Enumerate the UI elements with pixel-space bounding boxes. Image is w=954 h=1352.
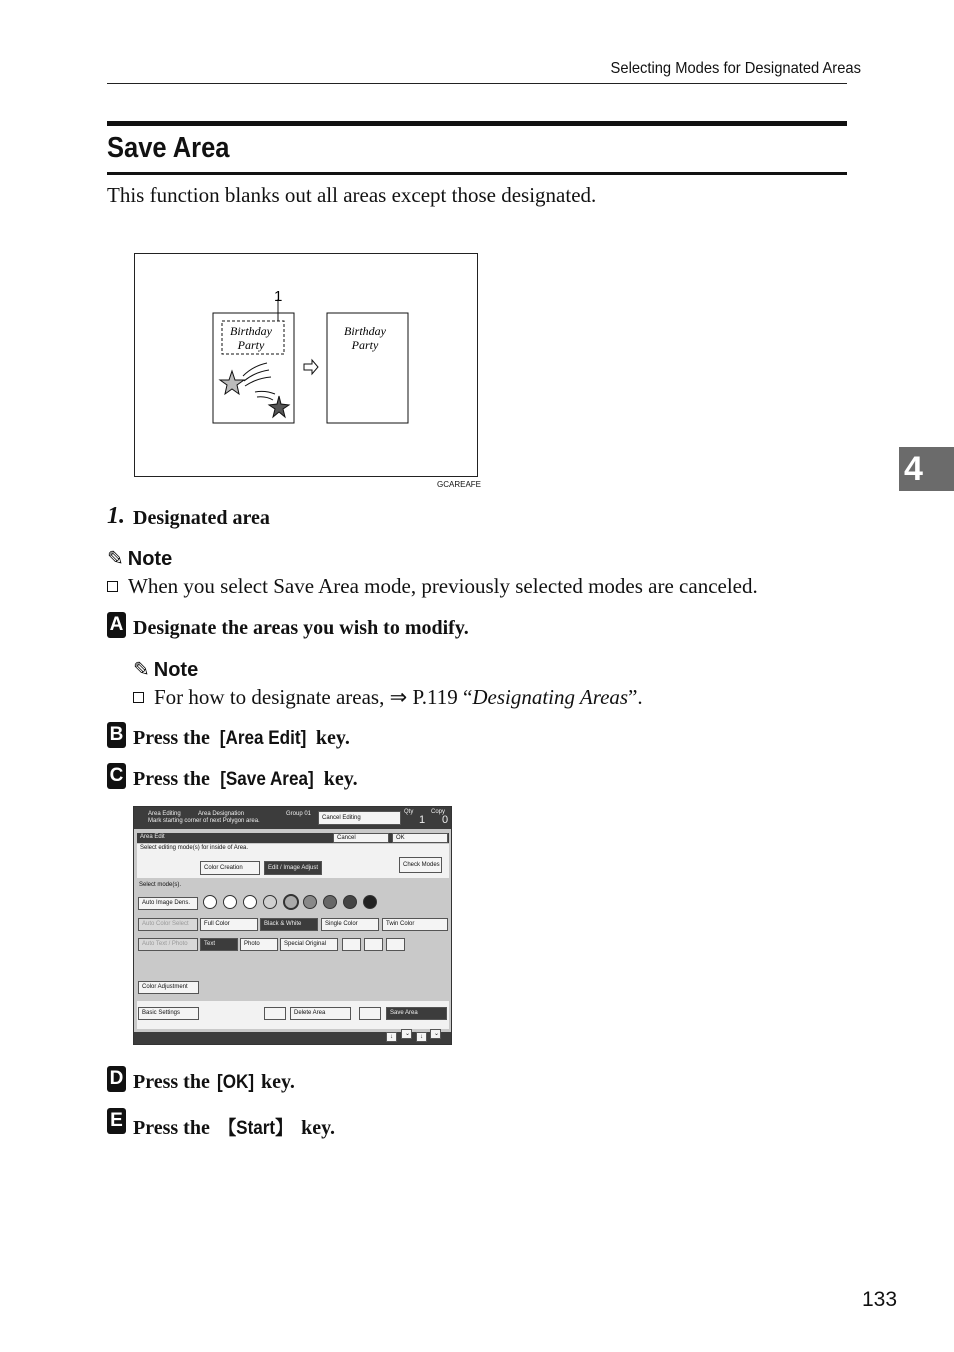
scroll-down-alt-icon[interactable]: ↓ (416, 1032, 427, 1042)
chapter-tab: 4 (899, 447, 954, 491)
collapse-icon[interactable]: ⌄ (430, 1029, 441, 1039)
step-badge-4: D (107, 1066, 126, 1092)
twin-color-button[interactable]: Twin Color (382, 918, 448, 931)
save-area-button[interactable]: Save Area (386, 1007, 447, 1020)
check-modes-button[interactable]: Check Modes (399, 857, 442, 873)
density-level-1[interactable] (203, 895, 217, 909)
density-level-6[interactable] (303, 895, 317, 909)
edit-image-adjust-tab[interactable]: Edit / Image Adjust (264, 861, 322, 875)
original-type-1-icon[interactable] (342, 938, 361, 951)
full-color-button[interactable]: Full Color (200, 918, 258, 931)
step-badge-1: A (107, 612, 126, 638)
single-color-button[interactable]: Single Color (321, 918, 379, 931)
callout-marker: 1 (274, 288, 283, 305)
original-type-3-icon[interactable] (386, 938, 405, 951)
running-header: Selecting Modes for Designated Areas (610, 60, 861, 77)
start-key: 【Start】 (218, 1118, 293, 1139)
step-1-text: Designate the areas you wish to modify. (133, 617, 469, 639)
photo-mode-button[interactable]: Photo (240, 938, 278, 951)
step-3-text: Press the [Save Area] key. (133, 768, 358, 790)
density-level-8[interactable] (343, 895, 357, 909)
step-4-text: Press the [OK] key. (133, 1071, 295, 1093)
header-rule (107, 83, 847, 84)
arrow-right-icon (304, 360, 318, 374)
color-creation-tab[interactable]: Color Creation (200, 861, 260, 875)
auto-image-density-button[interactable]: Auto Image Dens. (138, 897, 198, 910)
card-text-line2: Party (237, 338, 265, 352)
black-white-button[interactable]: Black & White (260, 918, 318, 931)
special-original-button[interactable]: Special Original (280, 938, 338, 951)
page-number: 133 (862, 1288, 898, 1311)
section-title: Save Area (107, 132, 230, 164)
scroll-down-icon[interactable]: ↓ (386, 1032, 397, 1042)
step-badge-5: E (107, 1108, 126, 1134)
section-bottom-rule (107, 172, 847, 175)
step1-note-heading: ✎ Note (133, 659, 199, 681)
step1-note-item: For how to designate areas, ⇒ P.119 “Designating Areas”. (133, 685, 643, 710)
save-area-icon (359, 1007, 381, 1020)
density-level-7[interactable] (323, 895, 337, 909)
step-5-text: Press the 【Start】 key. (133, 1113, 335, 1140)
control-panel-screen: Area Editing Area Designation Mark starting corner of next Polygon area. Group 01 Cancel Editing Qty 1 Copy 0 Area Edit Cancel OK Select editing mode(s) for inside of Area. Color Creation Edit / Image Adjust Check Modes Select mode(s). Auto Image Dens. Auto Color Select Full Color Black & White Single Color Twin Color Auto Text / Photo Text Photo Special Original Color Adjustment Basic Settings Delete Area Save Area ↓ ⌄ ↓ ⌄ (133, 806, 452, 1045)
save-area-illustration (135, 254, 479, 478)
area-edit-key: [Area Edit] (219, 728, 307, 749)
delete-area-icon (264, 1007, 286, 1020)
density-level-9[interactable] (363, 895, 377, 909)
density-level-4[interactable] (263, 895, 277, 909)
figure-code: GCAREAFE (437, 480, 482, 489)
auto-text-photo-button[interactable]: Auto Text / Photo (138, 938, 198, 951)
area-edit-header: Area Edit (137, 833, 449, 843)
cross-reference-link[interactable]: Designating Areas (472, 685, 629, 709)
pencil-icon: ✎ (133, 659, 150, 681)
delete-area-button[interactable]: Delete Area (290, 1007, 351, 1020)
card-text-line1: Birthday (230, 324, 272, 338)
basic-settings-button[interactable]: Basic Settings (138, 1007, 199, 1020)
note-heading: ✎ Note (107, 548, 173, 570)
density-level-3[interactable] (243, 895, 257, 909)
density-level-5[interactable] (283, 894, 299, 910)
step-badge-2: B (107, 722, 126, 748)
screen-title-bar: Area Editing Area Designation Mark starting corner of next Polygon area. Group 01 Cancel Editing Qty 1 Copy 0 (134, 807, 451, 829)
ok-button[interactable]: OK (392, 833, 448, 843)
cancel-editing-button[interactable]: Cancel Editing (318, 811, 401, 825)
color-adjustment-button[interactable]: Color Adjustment (138, 981, 199, 994)
save-area-key: [Save Area] (220, 769, 314, 790)
cancel-button[interactable]: Cancel (333, 833, 389, 843)
note-item: When you select Save Area mode, previously selected modes are canceled. (107, 574, 758, 599)
step-badge-3: C (107, 763, 126, 789)
pencil-icon: ✎ (107, 548, 124, 570)
result-card-text-line2: Party (351, 338, 379, 352)
result-card-text-line1: Birthday (344, 324, 386, 338)
text-mode-button[interactable]: Text (200, 938, 238, 951)
callout-number: 1. (107, 503, 125, 529)
expand-icon[interactable]: ⌄ (401, 1029, 412, 1039)
auto-color-select-button[interactable]: Auto Color Select (138, 918, 198, 931)
checkbox-bullet-icon (133, 692, 144, 703)
intro-paragraph: This function blanks out all areas except those designated. (107, 183, 597, 207)
density-level-2[interactable] (223, 895, 237, 909)
section-top-rule (107, 121, 847, 126)
checkbox-bullet-icon (107, 581, 118, 592)
ok-key: [OK] (216, 1072, 254, 1093)
original-type-2-icon[interactable] (364, 938, 383, 951)
step-2-text: Press the [Area Edit] key. (133, 727, 350, 749)
callout-text: Designated area (133, 507, 270, 529)
illustration-figure (134, 253, 478, 477)
